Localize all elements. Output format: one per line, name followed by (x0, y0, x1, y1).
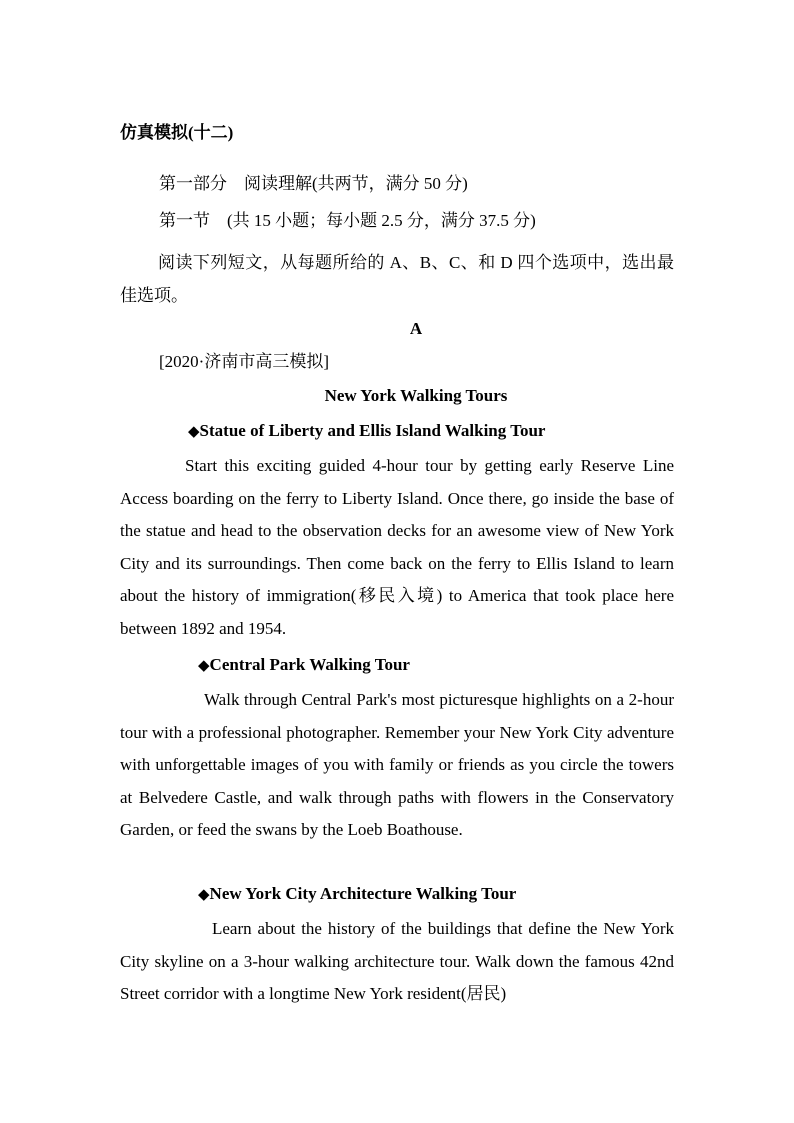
tour-heading-central-park (198, 654, 410, 676)
part-heading: 第一部分 阅读理解(共两节，满分 50 分) (159, 174, 468, 193)
passage-source: [2020·济南市高三模拟] (159, 352, 329, 371)
tour-name: New York City Architecture Walking Tour (209, 884, 517, 903)
page-title: 仿真模拟(十二) (120, 123, 234, 142)
tour-heading-statue-of-liberty (188, 420, 545, 442)
tour-name: Statue of Liberty and Ellis Island Walking Tour (199, 421, 546, 440)
tour-heading-architecture (198, 883, 516, 905)
diamond-bullet-icon: ◆ (198, 656, 210, 674)
tour-description-statue-of-liberty: Start this exciting guided 4-hour tour by getting early Reserve Line Access boarding on the ferry to Liberty Island. Once there, go inside the base of the statue and head to the observation decks for an awesome view of New York City and its surroundings. Then come back on the ferry to Ellis Island to learn about the history of immigration(移民入境) to America that took place here between 1892 and 1954. (120, 456, 674, 638)
section-heading: 第一节 (共 15 小题；每小题 2.5 分，满分 37.5 分) (159, 211, 536, 230)
instructions-text: 阅读下列短文，从每题所给的 A、B、C、和 D 四个选项中，选出最佳选项。 (120, 253, 674, 305)
passage-letter: A (409, 319, 423, 338)
tour-description-central-park: Walk through Central Park's most picturesque highlights on a 2-hour tour with a professional photographer. Remember your New York City adventure with unforgettable images of you with family or friends as you circle the towers at Belvedere Castle, and walk through paths with flowers in the Conservatory Garden, or feed the swans by the Loeb Boathouse. (120, 690, 674, 840)
diamond-bullet-icon: ◆ (188, 422, 200, 440)
passage-heading: New York Walking Tours (324, 386, 508, 405)
diamond-bullet-icon: ◆ (198, 885, 210, 903)
tour-description-architecture: Learn about the history of the buildings that define the New York City skyline on a 3-hour walking architecture tour. Walk down the famous 42nd Street corridor with a longtime New York resident(居民) (120, 919, 674, 1004)
tour-name: Central Park Walking Tour (209, 655, 410, 674)
